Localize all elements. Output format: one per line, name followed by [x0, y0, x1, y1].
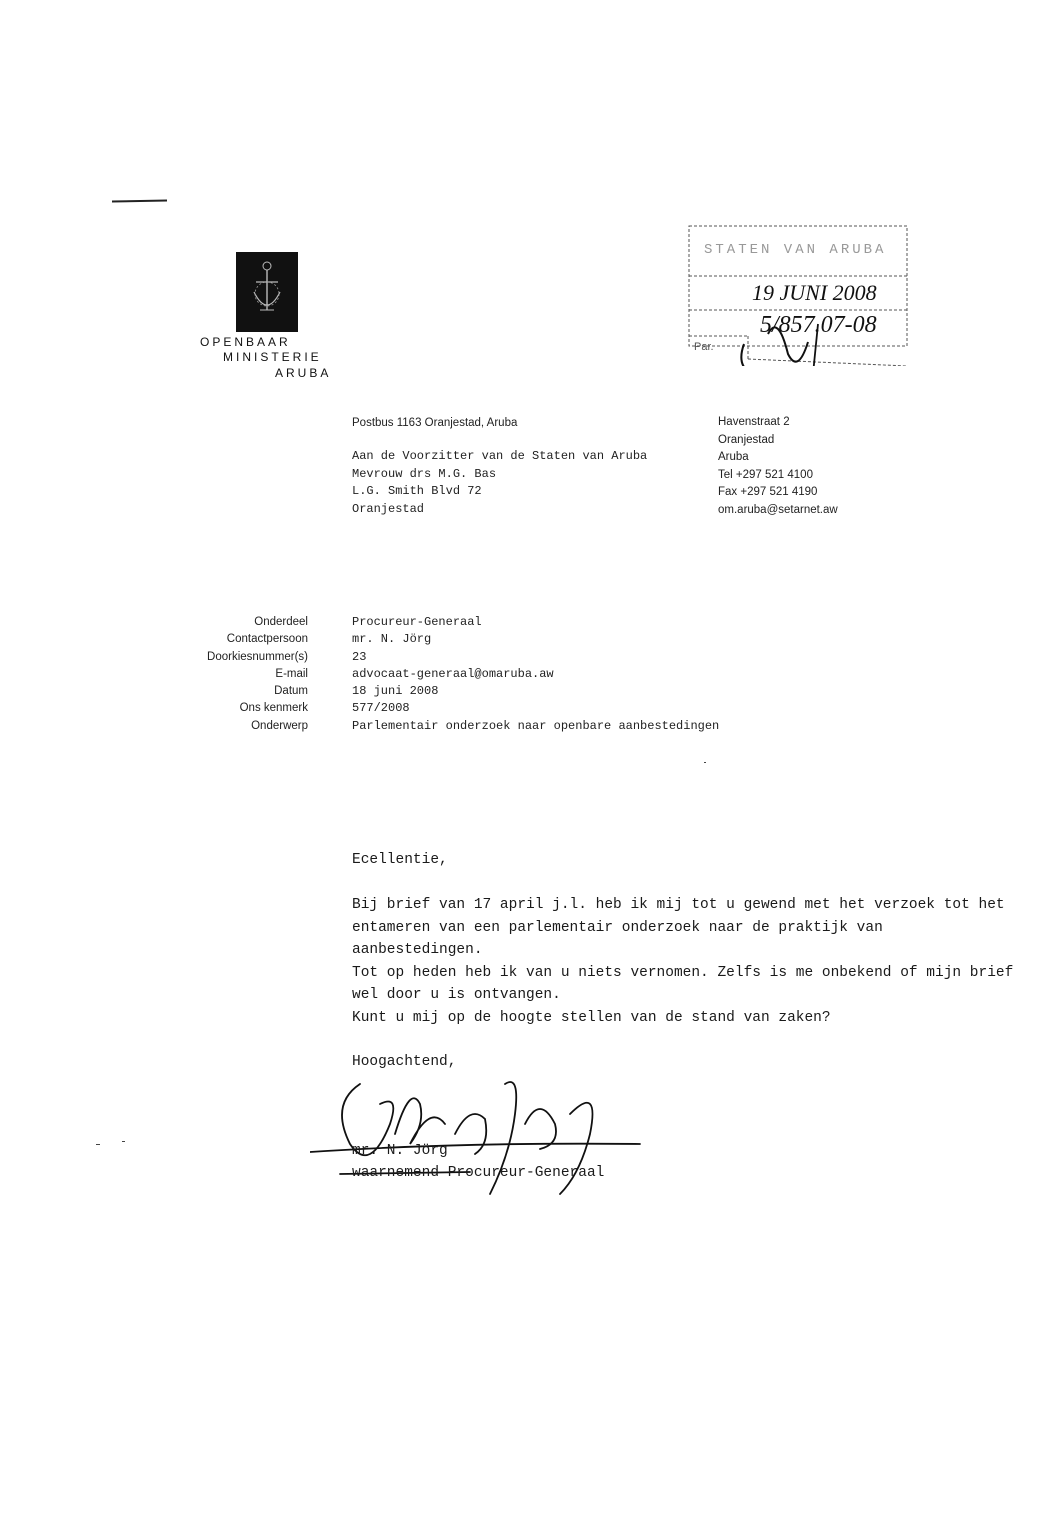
meta-value-contactpersoon: mr. N. Jörg [352, 632, 432, 647]
body-line: Tot op heden heb ik van u niets vernomen. Zelfs is me onbekend of mijn brief [352, 964, 1014, 981]
meta-label: Onderdeel [254, 616, 308, 628]
om-logo [236, 252, 298, 332]
sender-street: Havenstraat 2 [718, 416, 790, 428]
body-line: wel door u is ontvangen. [352, 987, 561, 1003]
signer-title: waarnemend Procureur-Generaal [352, 1165, 605, 1181]
margin-mark [112, 200, 167, 203]
signer-name: mr. N. Jörg [352, 1143, 448, 1159]
letter-body [352, 894, 1013, 1029]
received-stamp [688, 224, 908, 366]
body-line: Bij brief van 17 april j.l. heb ik mij tot u gewend met het verzoek tot het [352, 897, 1005, 913]
scan-speck [704, 762, 706, 763]
logo-line-openbaar: OPENBAAR [200, 335, 291, 349]
meta-label: Contactpersoon [226, 633, 308, 646]
recipient-line-4: Oranjestad [352, 501, 425, 516]
logo-line-ministerie: MINISTERIE [223, 350, 322, 364]
sender-email: om.aruba@setarnet.aw [718, 503, 838, 516]
salutation: Ecellentie, [352, 852, 448, 868]
meta-value-onderwerp: Parlementair onderzoek naar openbare aanbestedingen [352, 718, 720, 733]
sender-tel: Tel +297 521 4100 [718, 468, 813, 481]
stamp-header: STATEN VAN ARUBA [704, 242, 887, 258]
meta-value-kenmerk: 577/2008 [352, 701, 410, 716]
stamp-number: 5/857.07-08 [760, 312, 877, 338]
sender-country: Aruba [718, 451, 749, 463]
scan-speck [96, 1144, 100, 1145]
meta-label: Datum [274, 685, 308, 698]
sender-address [718, 414, 838, 519]
body-line: entameren van een parlementair onderzoek naar de praktijk van [352, 919, 883, 936]
meta-value-email: advocaat-generaal@omaruba.aw [352, 666, 554, 681]
recipient-line-1: Aan de Voorzitter van de Staten van Aruba [352, 449, 648, 463]
meta-label: Doorkiesnummer(s) [207, 650, 308, 663]
meta-label: Ons kenmerk [239, 702, 308, 715]
scan-speck [122, 1141, 125, 1142]
logo-line-aruba: ARUBA [275, 366, 332, 380]
meta-label: E-mail [275, 667, 308, 680]
letter-meta-labels [158, 614, 308, 735]
handwritten-signature [310, 1064, 650, 1214]
meta-label: Onderwerp [251, 719, 308, 732]
meta-value-datum: 18 juni 2008 [352, 684, 439, 699]
recipient-address [352, 448, 647, 518]
body-line: aanbestedingen. [352, 942, 483, 958]
letter-meta-values [352, 614, 719, 735]
sender-fax: Fax +297 521 4190 [718, 486, 818, 498]
sender-city: Oranjestad [718, 433, 775, 446]
coat-of-arms-icon [236, 252, 298, 332]
body-line: Kunt u mij op de hoogte stellen van de stand van zaken? [352, 1009, 831, 1026]
stamp-par-label: Par. [694, 341, 714, 353]
stamp-date: 19 JUNI 2008 [752, 280, 877, 305]
recipient-line-2: Mevrouw drs M.G. Bas [352, 466, 497, 481]
sender-postbus: Postbus 1163 Oranjestad, Aruba [352, 417, 518, 429]
recipient-line-3: L.G. Smith Blvd 72 [352, 484, 482, 498]
meta-value-doorkiesnummer: 23 [352, 649, 367, 664]
closing: Hoogachtend, [352, 1054, 457, 1070]
meta-value-onderdeel: Procureur-Generaal [352, 615, 482, 629]
